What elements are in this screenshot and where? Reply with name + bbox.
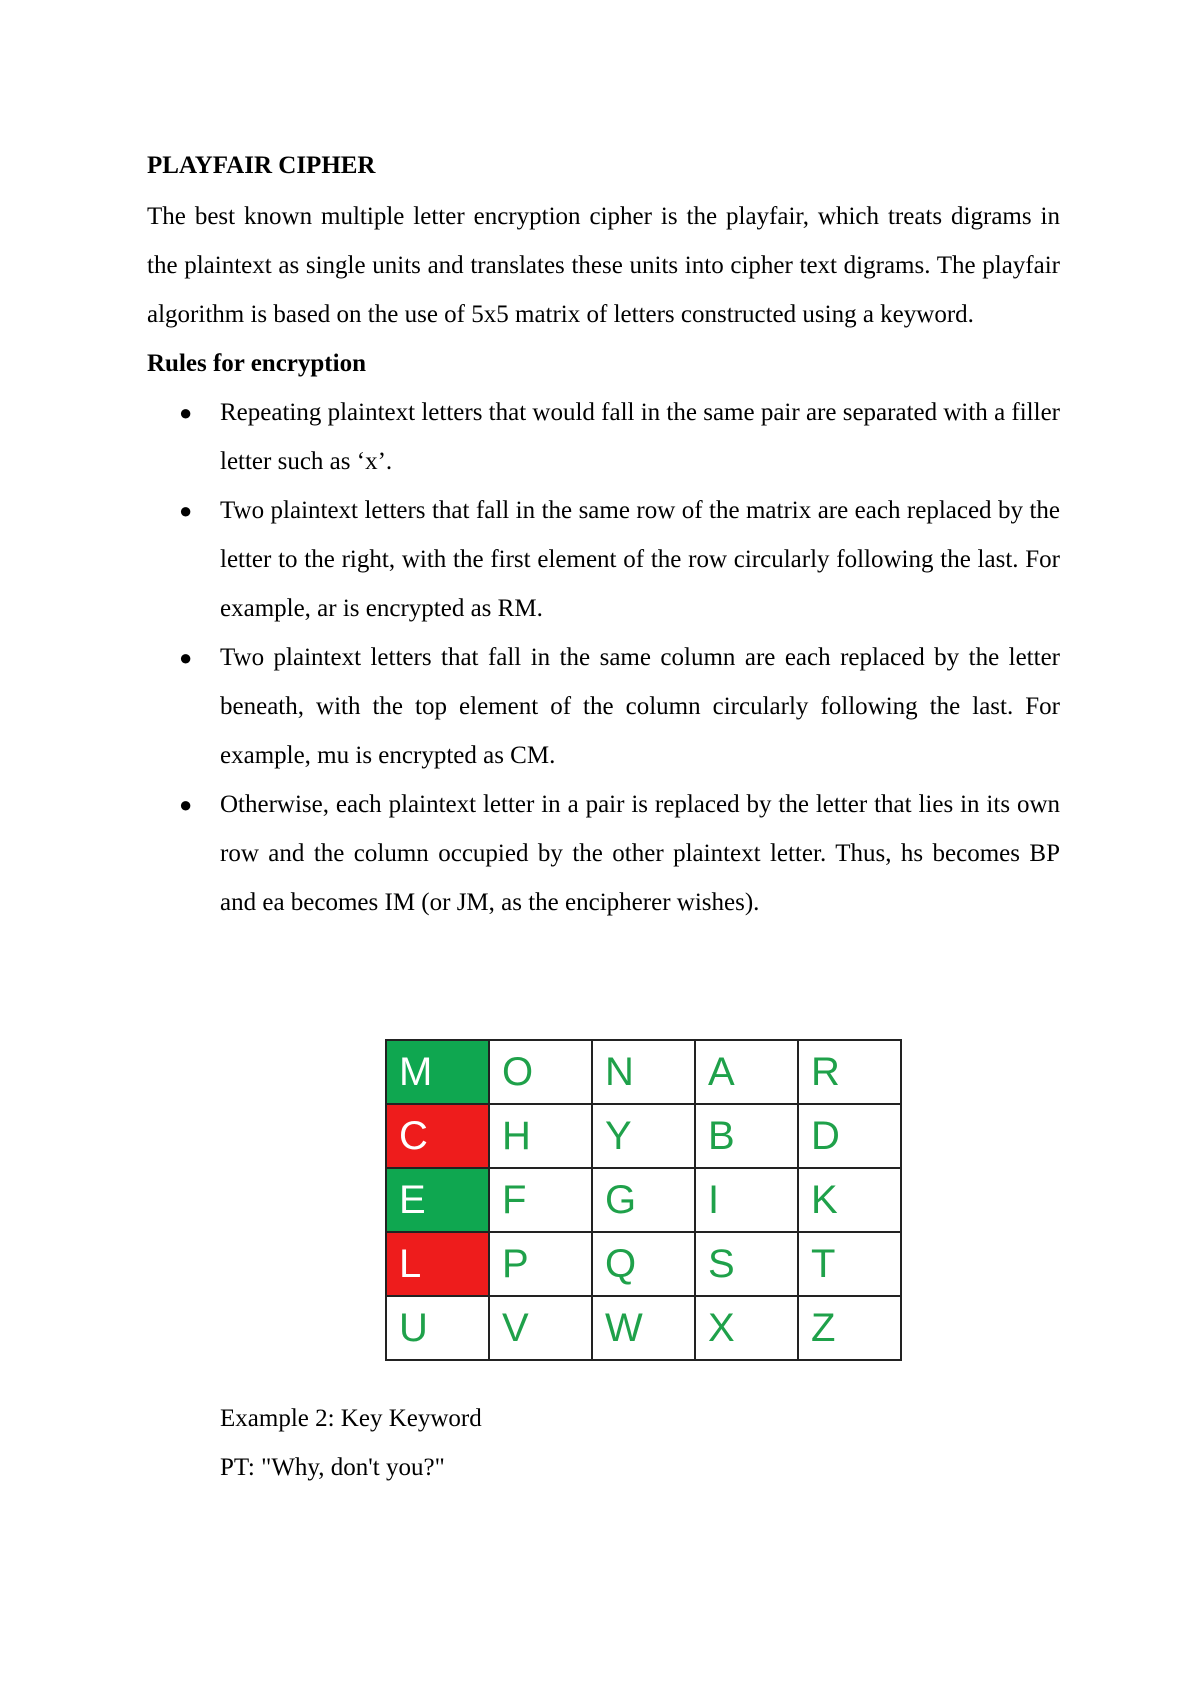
- bullet-icon: ●: [179, 400, 193, 425]
- matrix-table: [385, 1039, 902, 1361]
- rule-item: [147, 388, 1060, 486]
- matrix-cell: S: [695, 1232, 798, 1296]
- bullet-icon: ●: [179, 792, 193, 817]
- matrix-cell: T: [798, 1232, 901, 1296]
- rule-text: Two plaintext letters that fall in the same column are each replaced by the letter beneath, with the top element of the column circularly following the last. For example, mu is encrypted as CM.: [220, 644, 1060, 769]
- matrix-cell: M: [386, 1040, 489, 1104]
- matrix-cell: N: [592, 1040, 695, 1104]
- matrix-cell: C: [386, 1104, 489, 1168]
- rule-item: [147, 486, 1060, 633]
- matrix-cell: E: [386, 1168, 489, 1232]
- matrix-cell: W: [592, 1296, 695, 1360]
- matrix-row: [386, 1296, 901, 1360]
- example-title: Example 2: Key Keyword: [220, 1405, 482, 1432]
- playfair-matrix: [385, 1039, 902, 1361]
- bullet-icon: ●: [179, 498, 193, 523]
- matrix-cell: B: [695, 1104, 798, 1168]
- matrix-cell: H: [489, 1104, 592, 1168]
- matrix-cell: A: [695, 1040, 798, 1104]
- matrix-cell: Z: [798, 1296, 901, 1360]
- matrix-row: [386, 1232, 901, 1296]
- rules-heading: Rules for encryption: [147, 350, 366, 377]
- rule-text: Two plaintext letters that fall in the same row of the matrix are each replaced by the letter to the right, with the first element of the row circularly following the last. For example, ar is encrypted as RM.: [220, 497, 1060, 622]
- matrix-cell: O: [489, 1040, 592, 1104]
- matrix-cell: Q: [592, 1232, 695, 1296]
- matrix-cell: F: [489, 1168, 592, 1232]
- matrix-cell: P: [489, 1232, 592, 1296]
- matrix-cell: V: [489, 1296, 592, 1360]
- matrix-cell: D: [798, 1104, 901, 1168]
- matrix-cell: Y: [592, 1104, 695, 1168]
- rule-item: [147, 780, 1060, 927]
- document-title: PLAYFAIR CIPHER: [147, 152, 376, 179]
- intro-paragraph: The best known multiple letter encryption cipher is the playfair, which treats digrams in the plaintext as single units and translates these units into cipher text digrams. The playfair algorithm is based on the use of 5x5 matrix of letters constructed using a keyword.: [147, 203, 1060, 328]
- matrix-cell: G: [592, 1168, 695, 1232]
- matrix-cell: R: [798, 1040, 901, 1104]
- matrix-cell: K: [798, 1168, 901, 1232]
- matrix-row: [386, 1104, 901, 1168]
- matrix-cell: I: [695, 1168, 798, 1232]
- matrix-cell: U: [386, 1296, 489, 1360]
- example-plaintext: PT: "Why, don't you?": [220, 1454, 445, 1481]
- rule-text: Repeating plaintext letters that would fall in the same pair are separated with a filler letter such as ‘x’.: [220, 399, 1060, 475]
- bullet-icon: ●: [179, 645, 193, 670]
- rules-list: [147, 388, 1060, 927]
- rule-text: Otherwise, each plaintext letter in a pair is replaced by the letter that lies in its own row and the column occupied by the other plaintext letter. Thus, hs becomes BP and ea becomes IM (or JM, as the encipherer wishes).: [220, 791, 1060, 916]
- matrix-cell: L: [386, 1232, 489, 1296]
- matrix-row: [386, 1040, 901, 1104]
- rule-item: [147, 633, 1060, 780]
- matrix-row: [386, 1168, 901, 1232]
- matrix-cell: X: [695, 1296, 798, 1360]
- document-page: [147, 140, 1060, 927]
